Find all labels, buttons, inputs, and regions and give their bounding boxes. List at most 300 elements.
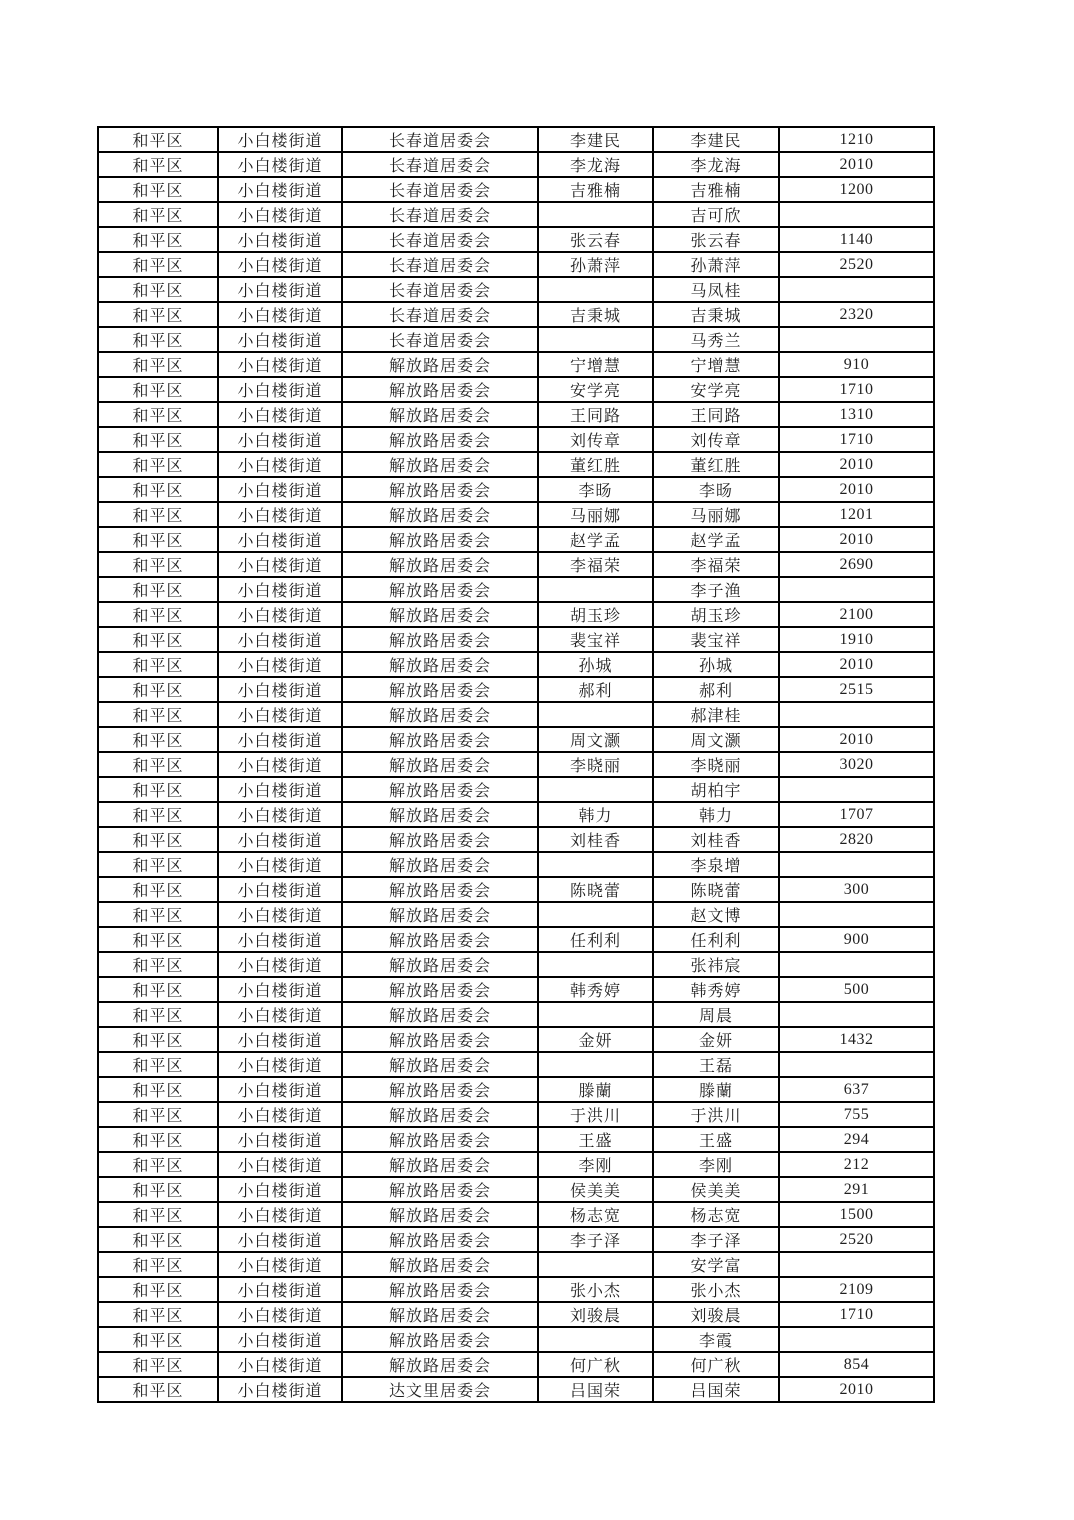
committee-cell: 长春道居委会 bbox=[342, 327, 538, 352]
street-cell: 小白楼街道 bbox=[218, 652, 342, 677]
street-cell: 小白楼街道 bbox=[218, 1077, 342, 1102]
name-cell: 李建民 bbox=[538, 127, 653, 152]
street-cell: 小白楼街道 bbox=[218, 302, 342, 327]
street-cell: 小白楼街道 bbox=[218, 577, 342, 602]
table-row bbox=[98, 852, 934, 877]
district-cell: 和平区 bbox=[98, 752, 218, 777]
table-row bbox=[98, 177, 934, 202]
name-cell: 马秀兰 bbox=[653, 327, 779, 352]
amount-cell: 637 bbox=[779, 1077, 934, 1102]
district-cell: 和平区 bbox=[98, 977, 218, 1002]
district-cell: 和平区 bbox=[98, 202, 218, 227]
amount-cell: 1200 bbox=[779, 177, 934, 202]
committee-cell: 解放路居委会 bbox=[342, 452, 538, 477]
name-cell: 吉秉城 bbox=[538, 302, 653, 327]
amount-cell: 2010 bbox=[779, 652, 934, 677]
table-row bbox=[98, 202, 934, 227]
amount-cell: 2820 bbox=[779, 827, 934, 852]
table-row bbox=[98, 227, 934, 252]
committee-cell: 解放路居委会 bbox=[342, 577, 538, 602]
street-cell: 小白楼街道 bbox=[218, 1302, 342, 1327]
table-row bbox=[98, 1252, 934, 1277]
name-cell: 吉秉城 bbox=[653, 302, 779, 327]
name-cell bbox=[538, 852, 653, 877]
name-cell: 吉可欣 bbox=[653, 202, 779, 227]
district-cell: 和平区 bbox=[98, 1277, 218, 1302]
name-cell: 金妍 bbox=[538, 1027, 653, 1052]
amount-cell: 2520 bbox=[779, 1227, 934, 1252]
street-cell: 小白楼街道 bbox=[218, 452, 342, 477]
amount-cell: 900 bbox=[779, 927, 934, 952]
district-cell: 和平区 bbox=[98, 852, 218, 877]
street-cell: 小白楼街道 bbox=[218, 927, 342, 952]
district-cell: 和平区 bbox=[98, 552, 218, 577]
name-cell: 侯美美 bbox=[538, 1177, 653, 1202]
committee-cell: 解放路居委会 bbox=[342, 877, 538, 902]
table-row bbox=[98, 877, 934, 902]
amount-cell bbox=[779, 277, 934, 302]
name-cell: 裴宝祥 bbox=[538, 627, 653, 652]
name-cell: 吕国荣 bbox=[538, 1377, 653, 1402]
name-cell: 宁增慧 bbox=[538, 352, 653, 377]
name-cell: 裴宝祥 bbox=[653, 627, 779, 652]
amount-cell: 1910 bbox=[779, 627, 934, 652]
name-cell: 周文灏 bbox=[653, 727, 779, 752]
name-cell: 孙萧萍 bbox=[538, 252, 653, 277]
name-cell: 安学富 bbox=[653, 1252, 779, 1277]
committee-cell: 解放路居委会 bbox=[342, 1077, 538, 1102]
street-cell: 小白楼街道 bbox=[218, 802, 342, 827]
amount-cell bbox=[779, 902, 934, 927]
district-cell: 和平区 bbox=[98, 227, 218, 252]
street-cell: 小白楼街道 bbox=[218, 777, 342, 802]
roster-table bbox=[97, 126, 935, 1403]
amount-cell: 1210 bbox=[779, 127, 934, 152]
name-cell: 任利利 bbox=[538, 927, 653, 952]
district-cell: 和平区 bbox=[98, 1152, 218, 1177]
district-cell: 和平区 bbox=[98, 1077, 218, 1102]
table-row bbox=[98, 1127, 934, 1152]
committee-cell: 长春道居委会 bbox=[342, 302, 538, 327]
district-cell: 和平区 bbox=[98, 502, 218, 527]
name-cell: 任利利 bbox=[653, 927, 779, 952]
committee-cell: 解放路居委会 bbox=[342, 1127, 538, 1152]
district-cell: 和平区 bbox=[98, 602, 218, 627]
committee-cell: 解放路居委会 bbox=[342, 377, 538, 402]
table-row bbox=[98, 352, 934, 377]
name-cell: 吕国荣 bbox=[653, 1377, 779, 1402]
table-row bbox=[98, 602, 934, 627]
district-cell: 和平区 bbox=[98, 152, 218, 177]
name-cell: 滕蘭 bbox=[653, 1077, 779, 1102]
amount-cell: 2010 bbox=[779, 152, 934, 177]
name-cell: 胡玉珍 bbox=[653, 602, 779, 627]
name-cell: 李建民 bbox=[653, 127, 779, 152]
district-cell: 和平区 bbox=[98, 952, 218, 977]
table-row bbox=[98, 1202, 934, 1227]
table-row bbox=[98, 527, 934, 552]
committee-cell: 解放路居委会 bbox=[342, 1227, 538, 1252]
street-cell: 小白楼街道 bbox=[218, 402, 342, 427]
table-row bbox=[98, 1377, 934, 1402]
amount-cell bbox=[779, 777, 934, 802]
amount-cell bbox=[779, 1252, 934, 1277]
district-cell: 和平区 bbox=[98, 277, 218, 302]
name-cell: 李刚 bbox=[653, 1152, 779, 1177]
street-cell: 小白楼街道 bbox=[218, 1002, 342, 1027]
name-cell bbox=[538, 902, 653, 927]
district-cell: 和平区 bbox=[98, 677, 218, 702]
street-cell: 小白楼街道 bbox=[218, 627, 342, 652]
table-row bbox=[98, 677, 934, 702]
street-cell: 小白楼街道 bbox=[218, 377, 342, 402]
table-row bbox=[98, 777, 934, 802]
name-cell: 李福荣 bbox=[653, 552, 779, 577]
table-row bbox=[98, 977, 934, 1002]
district-cell: 和平区 bbox=[98, 1327, 218, 1352]
district-cell: 和平区 bbox=[98, 702, 218, 727]
committee-cell: 解放路居委会 bbox=[342, 977, 538, 1002]
table-row bbox=[98, 1027, 934, 1052]
street-cell: 小白楼街道 bbox=[218, 952, 342, 977]
name-cell: 王磊 bbox=[653, 1052, 779, 1077]
street-cell: 小白楼街道 bbox=[218, 1277, 342, 1302]
amount-cell: 3020 bbox=[779, 752, 934, 777]
name-cell: 陈晓蕾 bbox=[653, 877, 779, 902]
table-row bbox=[98, 477, 934, 502]
committee-cell: 解放路居委会 bbox=[342, 1202, 538, 1227]
amount-cell: 500 bbox=[779, 977, 934, 1002]
table-row bbox=[98, 1302, 934, 1327]
name-cell: 李福荣 bbox=[538, 552, 653, 577]
name-cell: 周晨 bbox=[653, 1002, 779, 1027]
street-cell: 小白楼街道 bbox=[218, 877, 342, 902]
street-cell: 小白楼街道 bbox=[218, 277, 342, 302]
name-cell: 张云春 bbox=[653, 227, 779, 252]
district-cell: 和平区 bbox=[98, 1352, 218, 1377]
table-row bbox=[98, 502, 934, 527]
district-cell: 和平区 bbox=[98, 352, 218, 377]
table-row bbox=[98, 152, 934, 177]
street-cell: 小白楼街道 bbox=[218, 1102, 342, 1127]
street-cell: 小白楼街道 bbox=[218, 502, 342, 527]
table-row bbox=[98, 327, 934, 352]
amount-cell: 2690 bbox=[779, 552, 934, 577]
name-cell: 李子泽 bbox=[653, 1227, 779, 1252]
street-cell: 小白楼街道 bbox=[218, 702, 342, 727]
table-row bbox=[98, 1177, 934, 1202]
table-row bbox=[98, 902, 934, 927]
name-cell: 于洪川 bbox=[653, 1102, 779, 1127]
table-row bbox=[98, 127, 934, 152]
name-cell: 王盛 bbox=[538, 1127, 653, 1152]
table-row bbox=[98, 727, 934, 752]
name-cell: 赵文博 bbox=[653, 902, 779, 927]
amount-cell: 2010 bbox=[779, 727, 934, 752]
name-cell: 刘传章 bbox=[653, 427, 779, 452]
district-cell: 和平区 bbox=[98, 577, 218, 602]
street-cell: 小白楼街道 bbox=[218, 352, 342, 377]
committee-cell: 达文里居委会 bbox=[342, 1377, 538, 1402]
amount-cell bbox=[779, 952, 934, 977]
amount-cell: 300 bbox=[779, 877, 934, 902]
street-cell: 小白楼街道 bbox=[218, 552, 342, 577]
street-cell: 小白楼街道 bbox=[218, 202, 342, 227]
committee-cell: 解放路居委会 bbox=[342, 602, 538, 627]
district-cell: 和平区 bbox=[98, 1127, 218, 1152]
amount-cell: 2320 bbox=[779, 302, 934, 327]
committee-cell: 解放路居委会 bbox=[342, 727, 538, 752]
name-cell: 赵学孟 bbox=[538, 527, 653, 552]
name-cell: 何广秋 bbox=[653, 1352, 779, 1377]
district-cell: 和平区 bbox=[98, 527, 218, 552]
name-cell: 刘骏晨 bbox=[653, 1302, 779, 1327]
name-cell bbox=[538, 1252, 653, 1277]
table-row bbox=[98, 752, 934, 777]
name-cell: 董红胜 bbox=[653, 452, 779, 477]
table-row bbox=[98, 302, 934, 327]
district-cell: 和平区 bbox=[98, 177, 218, 202]
street-cell: 小白楼街道 bbox=[218, 1377, 342, 1402]
amount-cell: 1500 bbox=[779, 1202, 934, 1227]
committee-cell: 解放路居委会 bbox=[342, 1302, 538, 1327]
name-cell: 张云春 bbox=[538, 227, 653, 252]
committee-cell: 解放路居委会 bbox=[342, 752, 538, 777]
amount-cell: 1710 bbox=[779, 427, 934, 452]
district-cell: 和平区 bbox=[98, 777, 218, 802]
name-cell: 李龙海 bbox=[653, 152, 779, 177]
district-cell: 和平区 bbox=[98, 1227, 218, 1252]
name-cell: 郝津桂 bbox=[653, 702, 779, 727]
name-cell: 金妍 bbox=[653, 1027, 779, 1052]
committee-cell: 解放路居委会 bbox=[342, 527, 538, 552]
table-row bbox=[98, 452, 934, 477]
amount-cell bbox=[779, 1327, 934, 1352]
table-row bbox=[98, 1077, 934, 1102]
committee-cell: 长春道居委会 bbox=[342, 152, 538, 177]
district-cell: 和平区 bbox=[98, 727, 218, 752]
district-cell: 和平区 bbox=[98, 377, 218, 402]
committee-cell: 解放路居委会 bbox=[342, 1177, 538, 1202]
amount-cell bbox=[779, 1052, 934, 1077]
name-cell: 孙城 bbox=[653, 652, 779, 677]
name-cell: 李龙海 bbox=[538, 152, 653, 177]
roster-table-body bbox=[98, 127, 934, 1402]
street-cell: 小白楼街道 bbox=[218, 527, 342, 552]
committee-cell: 解放路居委会 bbox=[342, 902, 538, 927]
district-cell: 和平区 bbox=[98, 877, 218, 902]
name-cell: 董红胜 bbox=[538, 452, 653, 477]
name-cell: 刘桂香 bbox=[538, 827, 653, 852]
street-cell: 小白楼街道 bbox=[218, 177, 342, 202]
name-cell: 郝利 bbox=[538, 677, 653, 702]
amount-cell: 2100 bbox=[779, 602, 934, 627]
street-cell: 小白楼街道 bbox=[218, 602, 342, 627]
table-row bbox=[98, 927, 934, 952]
name-cell bbox=[538, 327, 653, 352]
committee-cell: 解放路居委会 bbox=[342, 502, 538, 527]
table-row bbox=[98, 702, 934, 727]
amount-cell: 1310 bbox=[779, 402, 934, 427]
street-cell: 小白楼街道 bbox=[218, 852, 342, 877]
name-cell: 韩力 bbox=[538, 802, 653, 827]
amount-cell: 854 bbox=[779, 1352, 934, 1377]
street-cell: 小白楼街道 bbox=[218, 1177, 342, 1202]
committee-cell: 解放路居委会 bbox=[342, 702, 538, 727]
name-cell bbox=[538, 202, 653, 227]
name-cell: 韩秀婷 bbox=[653, 977, 779, 1002]
committee-cell: 解放路居委会 bbox=[342, 1352, 538, 1377]
name-cell: 李旸 bbox=[538, 477, 653, 502]
amount-cell: 1140 bbox=[779, 227, 934, 252]
committee-cell: 解放路居委会 bbox=[342, 627, 538, 652]
amount-cell bbox=[779, 852, 934, 877]
table-row bbox=[98, 377, 934, 402]
amount-cell: 755 bbox=[779, 1102, 934, 1127]
district-cell: 和平区 bbox=[98, 302, 218, 327]
district-cell: 和平区 bbox=[98, 1177, 218, 1202]
name-cell: 周文灏 bbox=[538, 727, 653, 752]
amount-cell: 2010 bbox=[779, 1377, 934, 1402]
district-cell: 和平区 bbox=[98, 1002, 218, 1027]
name-cell: 刘传章 bbox=[538, 427, 653, 452]
amount-cell: 294 bbox=[779, 1127, 934, 1152]
committee-cell: 解放路居委会 bbox=[342, 952, 538, 977]
street-cell: 小白楼街道 bbox=[218, 1327, 342, 1352]
committee-cell: 长春道居委会 bbox=[342, 127, 538, 152]
committee-cell: 长春道居委会 bbox=[342, 202, 538, 227]
name-cell: 宁增慧 bbox=[653, 352, 779, 377]
district-cell: 和平区 bbox=[98, 927, 218, 952]
district-cell: 和平区 bbox=[98, 252, 218, 277]
name-cell: 李泉增 bbox=[653, 852, 779, 877]
district-cell: 和平区 bbox=[98, 1052, 218, 1077]
district-cell: 和平区 bbox=[98, 1302, 218, 1327]
table-row bbox=[98, 277, 934, 302]
street-cell: 小白楼街道 bbox=[218, 152, 342, 177]
name-cell: 胡柏宇 bbox=[653, 777, 779, 802]
name-cell bbox=[538, 277, 653, 302]
name-cell: 刘桂香 bbox=[653, 827, 779, 852]
committee-cell: 解放路居委会 bbox=[342, 802, 538, 827]
amount-cell: 910 bbox=[779, 352, 934, 377]
name-cell: 李子渔 bbox=[653, 577, 779, 602]
committee-cell: 长春道居委会 bbox=[342, 252, 538, 277]
name-cell: 李旸 bbox=[653, 477, 779, 502]
committee-cell: 解放路居委会 bbox=[342, 427, 538, 452]
name-cell: 侯美美 bbox=[653, 1177, 779, 1202]
street-cell: 小白楼街道 bbox=[218, 1052, 342, 1077]
street-cell: 小白楼街道 bbox=[218, 1227, 342, 1252]
table-row bbox=[98, 827, 934, 852]
name-cell: 李晓丽 bbox=[653, 752, 779, 777]
committee-cell: 解放路居委会 bbox=[342, 1102, 538, 1127]
name-cell: 陈晓蕾 bbox=[538, 877, 653, 902]
amount-cell bbox=[779, 577, 934, 602]
name-cell bbox=[538, 1002, 653, 1027]
table-row bbox=[98, 1002, 934, 1027]
committee-cell: 解放路居委会 bbox=[342, 1002, 538, 1027]
name-cell: 王盛 bbox=[653, 1127, 779, 1152]
committee-cell: 长春道居委会 bbox=[342, 177, 538, 202]
street-cell: 小白楼街道 bbox=[218, 127, 342, 152]
district-cell: 和平区 bbox=[98, 827, 218, 852]
street-cell: 小白楼街道 bbox=[218, 1152, 342, 1177]
name-cell: 何广秋 bbox=[538, 1352, 653, 1377]
amount-cell: 1432 bbox=[779, 1027, 934, 1052]
committee-cell: 长春道居委会 bbox=[342, 277, 538, 302]
amount-cell bbox=[779, 702, 934, 727]
name-cell: 胡玉珍 bbox=[538, 602, 653, 627]
table-row bbox=[98, 1227, 934, 1252]
district-cell: 和平区 bbox=[98, 327, 218, 352]
name-cell: 郝利 bbox=[653, 677, 779, 702]
name-cell: 张小杰 bbox=[538, 1277, 653, 1302]
name-cell: 杨志宽 bbox=[538, 1202, 653, 1227]
name-cell bbox=[538, 777, 653, 802]
district-cell: 和平区 bbox=[98, 1377, 218, 1402]
table-row bbox=[98, 1102, 934, 1127]
amount-cell: 2109 bbox=[779, 1277, 934, 1302]
name-cell: 孙萧萍 bbox=[653, 252, 779, 277]
district-cell: 和平区 bbox=[98, 402, 218, 427]
amount-cell: 1707 bbox=[779, 802, 934, 827]
name-cell: 李晓丽 bbox=[538, 752, 653, 777]
committee-cell: 解放路居委会 bbox=[342, 1277, 538, 1302]
name-cell: 安学亮 bbox=[538, 377, 653, 402]
amount-cell bbox=[779, 202, 934, 227]
table-row bbox=[98, 252, 934, 277]
amount-cell: 212 bbox=[779, 1152, 934, 1177]
street-cell: 小白楼街道 bbox=[218, 252, 342, 277]
amount-cell: 2010 bbox=[779, 477, 934, 502]
amount-cell bbox=[779, 327, 934, 352]
name-cell: 王同路 bbox=[538, 402, 653, 427]
district-cell: 和平区 bbox=[98, 1102, 218, 1127]
committee-cell: 解放路居委会 bbox=[342, 402, 538, 427]
name-cell: 吉雅楠 bbox=[538, 177, 653, 202]
district-cell: 和平区 bbox=[98, 477, 218, 502]
district-cell: 和平区 bbox=[98, 427, 218, 452]
table-row bbox=[98, 1052, 934, 1077]
amount-cell: 2010 bbox=[779, 527, 934, 552]
committee-cell: 解放路居委会 bbox=[342, 1152, 538, 1177]
street-cell: 小白楼街道 bbox=[218, 1252, 342, 1277]
district-cell: 和平区 bbox=[98, 652, 218, 677]
district-cell: 和平区 bbox=[98, 452, 218, 477]
district-cell: 和平区 bbox=[98, 1027, 218, 1052]
district-cell: 和平区 bbox=[98, 902, 218, 927]
committee-cell: 长春道居委会 bbox=[342, 227, 538, 252]
committee-cell: 解放路居委会 bbox=[342, 1327, 538, 1352]
street-cell: 小白楼街道 bbox=[218, 327, 342, 352]
street-cell: 小白楼街道 bbox=[218, 427, 342, 452]
name-cell: 李霞 bbox=[653, 1327, 779, 1352]
name-cell bbox=[538, 1327, 653, 1352]
table-row bbox=[98, 627, 934, 652]
street-cell: 小白楼街道 bbox=[218, 902, 342, 927]
name-cell: 马丽娜 bbox=[653, 502, 779, 527]
name-cell: 韩力 bbox=[653, 802, 779, 827]
name-cell: 滕蘭 bbox=[538, 1077, 653, 1102]
name-cell bbox=[538, 952, 653, 977]
table-row bbox=[98, 552, 934, 577]
name-cell: 吉雅楠 bbox=[653, 177, 779, 202]
street-cell: 小白楼街道 bbox=[218, 677, 342, 702]
name-cell bbox=[538, 577, 653, 602]
table-row bbox=[98, 1352, 934, 1377]
name-cell: 张祎宸 bbox=[653, 952, 779, 977]
